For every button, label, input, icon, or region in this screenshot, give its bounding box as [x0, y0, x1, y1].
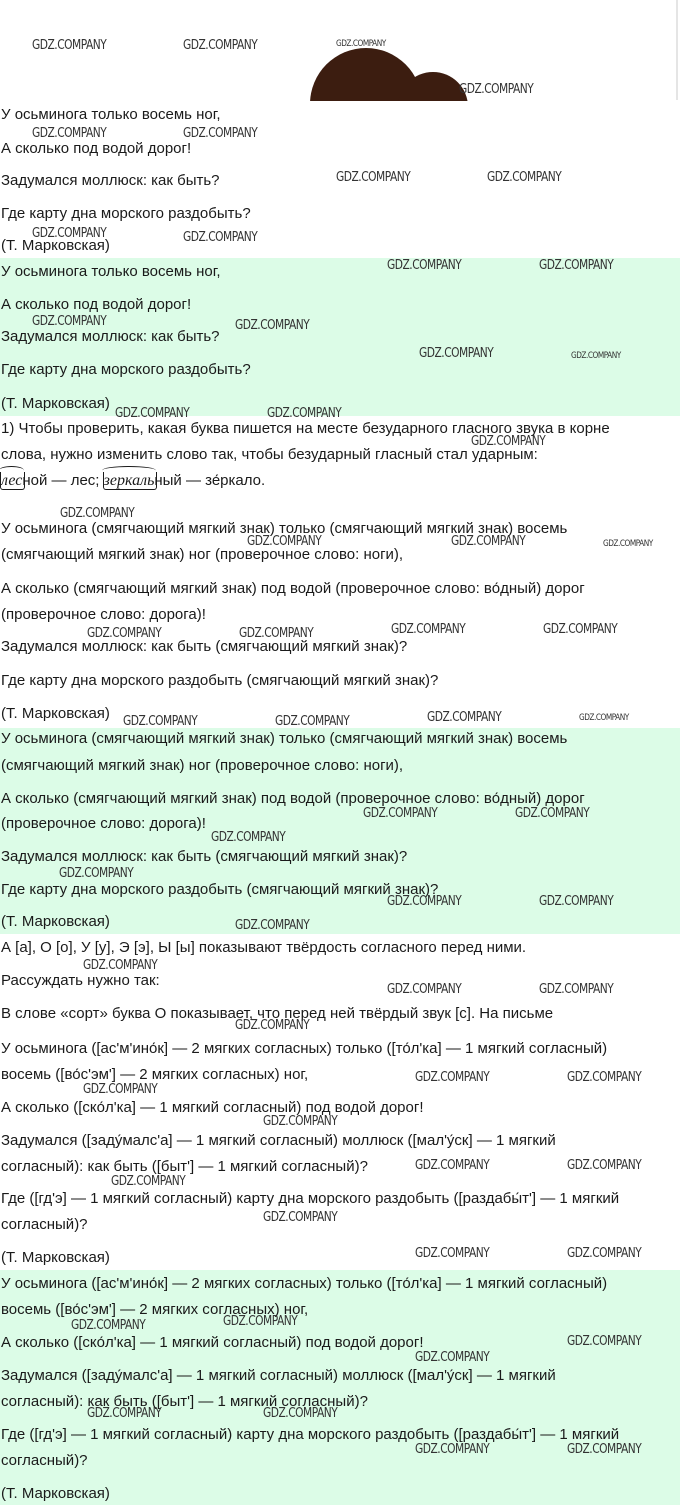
watermark: GDZ.COMPANY: [567, 1158, 642, 1173]
watermark: GDZ.COMPANY: [239, 626, 314, 641]
transcription-line-6: Где ([гд'э] — 1 мягкий согласный) карту дна морского раздобыть ([раздабы́т'] — 1 мягкий: [1, 1426, 620, 1443]
rule-example: лесной — лес; зеркальный — зе́ркало.: [1, 472, 265, 490]
watermark: GDZ.COMPANY: [427, 710, 502, 725]
transcription-line-3: А сколько ([ско́л'ка] — 1 мягкий согласный) под водой дорог!: [1, 1334, 424, 1351]
transcription-line-1: У осьминога ([ас'м'ино́к] — 2 мягких согласных) только ([то́л'ка] — 1 мягкий согласный): [1, 1275, 608, 1292]
annotated-line-4: (проверочное слово: дорога)!: [1, 606, 206, 623]
rule2-line-2: Рассуждать нужно так:: [1, 972, 160, 989]
watermark: GDZ.COMPANY: [415, 1246, 490, 1261]
illustration-edge: [676, 0, 678, 100]
watermark: GDZ.COMPANY: [515, 806, 590, 821]
watermark: GDZ.COMPANY: [459, 82, 534, 97]
watermark: GDZ.COMPANY: [363, 806, 438, 821]
transcription-line-7: согласный)?: [1, 1452, 88, 1469]
watermark: GDZ.COMPANY: [263, 1406, 338, 1421]
watermark: GDZ.COMPANY: [567, 1246, 642, 1261]
transcription-line-2: восемь ([во́с'эм'] — 2 мягких согласных) ног,: [1, 1301, 309, 1318]
watermark: GDZ.COMPANY: [567, 1442, 642, 1457]
watermark: GDZ.COMPANY: [603, 539, 653, 549]
rule2-line-3: В слове «сорт» буква О показывает, что перед ней твёрдый звук [с]. На письме: [1, 1005, 554, 1022]
watermark: GDZ.COMPANY: [415, 1442, 490, 1457]
annotated-author: (Т. Марковская): [1, 705, 110, 722]
transcription-line-6: Где ([гд'э] — 1 мягкий согласный) карту дна морского раздобыть ([раздабы́т'] — 1 мягкий: [1, 1190, 620, 1207]
watermark: GDZ.COMPANY: [387, 894, 462, 909]
watermark: GDZ.COMPANY: [539, 894, 614, 909]
watermark: GDZ.COMPANY: [275, 714, 350, 729]
watermark: GDZ.COMPANY: [211, 830, 286, 845]
poem-author: (Т. Марковская): [1, 395, 110, 412]
transcription-line-2: восемь ([во́с'эм'] — 2 мягких согласных) ног,: [1, 1066, 309, 1083]
transcription-block: [0, 1030, 680, 1270]
watermark: GDZ.COMPANY: [415, 1070, 490, 1085]
transcription-block-highlighted: [0, 1270, 680, 1505]
rule-line-1: 1) Чтобы проверить, какая буква пишется на месте безударного гласного звука в корне: [1, 420, 610, 437]
watermark: GDZ.COMPANY: [59, 866, 134, 881]
watermark: GDZ.COMPANY: [71, 1318, 146, 1333]
transcription-line-7: согласный)?: [1, 1216, 88, 1233]
watermark: GDZ.COMPANY: [387, 258, 462, 273]
annotated-line-5: Задумался моллюск: как быть (смягчающий мягкий знак)?: [1, 848, 408, 865]
annotated-author: (Т. Марковская): [1, 913, 110, 930]
poem-line-4: Где карту дна морского раздобыть?: [1, 361, 251, 378]
watermark: GDZ.COMPANY: [539, 982, 614, 997]
watermark: GDZ.COMPANY: [32, 126, 107, 141]
watermark: GDZ.COMPANY: [415, 1158, 490, 1173]
watermark: GDZ.COMPANY: [83, 1082, 158, 1097]
watermark: GDZ.COMPANY: [263, 1114, 338, 1129]
watermark: GDZ.COMPANY: [32, 38, 107, 53]
watermark: GDZ.COMPANY: [267, 406, 342, 421]
watermark: GDZ.COMPANY: [235, 1018, 310, 1033]
watermark: GDZ.COMPANY: [571, 351, 621, 361]
transcription-author: (Т. Марковская): [1, 1249, 110, 1266]
watermark: GDZ.COMPANY: [543, 622, 618, 637]
poem-line-2: А сколько под водой дорог!: [1, 140, 192, 157]
rule2-line-1: А [а], О [о], У [у], Э [э], Ы [ы] показывают твёрдость согласного перед ними.: [1, 939, 527, 956]
poem-line-1: У осьминога только восемь ног,: [1, 106, 221, 123]
annotated-line-3: А сколько (смягчающий мягкий знак) под водой (проверочное слово: во́дный) дорог: [1, 580, 585, 597]
poem-line-4: Где карту дна морского раздобыть?: [1, 205, 251, 222]
watermark: GDZ.COMPANY: [87, 1406, 162, 1421]
transcription-line-4: Задумался ([заду́малс'а] — 1 мягкий согласный) моллюск ([мал'у́ск] — 1 мягкий: [1, 1367, 556, 1384]
watermark: GDZ.COMPANY: [263, 1210, 338, 1225]
watermark: GDZ.COMPANY: [115, 406, 190, 421]
poem-line-2: А сколько под водой дорог!: [1, 296, 192, 313]
watermark: GDZ.COMPANY: [539, 258, 614, 273]
annotated-line-1: У осьминога (смягчающий мягкий знак) только (смягчающий мягкий знак) восемь: [1, 730, 568, 747]
watermark: GDZ.COMPANY: [387, 982, 462, 997]
watermark: GDZ.COMPANY: [183, 38, 258, 53]
watermark: GDZ.COMPANY: [87, 626, 162, 641]
watermark: GDZ.COMPANY: [32, 314, 107, 329]
poem-line-1: У осьминога только восемь ног,: [1, 263, 221, 280]
watermark: GDZ.COMPANY: [487, 170, 562, 185]
annotated-line-4: (проверочное слово: дорога)!: [1, 815, 206, 832]
annotated-line-3: А сколько (смягчающий мягкий знак) под водой (проверочное слово: во́дный) дорог: [1, 790, 585, 807]
watermark: GDZ.COMPANY: [111, 1174, 186, 1189]
transcription-line-4: Задумался ([заду́малс'а] — 1 мягкий согласный) моллюск ([мал'у́ск] — 1 мягкий: [1, 1132, 556, 1149]
transcription-author: (Т. Марковская): [1, 1485, 110, 1502]
annotated-line-2: (смягчающий мягкий знак) ног (проверочное слово: ноги),: [1, 757, 404, 774]
watermark: GDZ.COMPANY: [223, 1314, 298, 1329]
watermark: GDZ.COMPANY: [391, 622, 466, 637]
poem-line-3: Задумался моллюск: как быть?: [1, 328, 220, 345]
watermark: GDZ.COMPANY: [123, 714, 198, 729]
watermark: GDZ.COMPANY: [32, 226, 107, 241]
watermark: GDZ.COMPANY: [83, 958, 158, 973]
watermark: GDZ.COMPANY: [419, 346, 494, 361]
annotated-line-5: Задумался моллюск: как быть (смягчающий мягкий знак)?: [1, 638, 408, 655]
annotated-line-6: Где карту дна морского раздобыть (смягчающий мягкий знак)?: [1, 881, 439, 898]
poem-author: (Т. Марковская): [1, 237, 110, 254]
transcription-line-1: У осьминога ([ас'м'ино́к] — 2 мягких согласных) только ([то́л'ка] — 1 мягкий согласный): [1, 1040, 608, 1057]
watermark: GDZ.COMPANY: [471, 434, 546, 449]
annotated-line-1: У осьминога (смягчающий мягкий знак) только (смягчающий мягкий знак) восемь: [1, 520, 568, 537]
watermark: GDZ.COMPANY: [579, 713, 629, 723]
annotated-block: [0, 502, 680, 728]
watermark: GDZ.COMPANY: [183, 230, 258, 245]
watermark: GDZ.COMPANY: [247, 534, 322, 549]
watermark: GDZ.COMPANY: [336, 39, 386, 49]
annotated-line-2: (смягчающий мягкий знак) ног (проверочное слово: ноги),: [1, 546, 404, 563]
watermark: GDZ.COMPANY: [567, 1070, 642, 1085]
watermark: GDZ.COMPANY: [567, 1334, 642, 1349]
transcription-line-5: согласный): как быть ([быт'] — 1 мягкий согласный)?: [1, 1158, 368, 1175]
annotated-line-6: Где карту дна морского раздобыть (смягчающий мягкий знак)?: [1, 672, 439, 689]
watermark: GDZ.COMPANY: [451, 534, 526, 549]
poem-block-highlighted: [0, 258, 680, 416]
watermark: GDZ.COMPANY: [235, 918, 310, 933]
watermark: GDZ.COMPANY: [415, 1350, 490, 1365]
transcription-line-3: А сколько ([ско́л'ка] — 1 мягкий согласный) под водой дорог!: [1, 1099, 424, 1116]
poem-line-3: Задумался моллюск: как быть?: [1, 172, 220, 189]
watermark: GDZ.COMPANY: [60, 506, 135, 521]
watermark: GDZ.COMPANY: [336, 170, 411, 185]
root-word: лес: [1, 472, 22, 490]
watermark: GDZ.COMPANY: [183, 126, 258, 141]
watermark: GDZ.COMPANY: [235, 318, 310, 333]
transcription-line-5: согласный): как быть ([быт'] — 1 мягкий согласный)?: [1, 1393, 368, 1410]
rule-line-2: слова, нужно изменить слово так, чтобы безударный гласный стал ударным:: [1, 446, 538, 463]
root-word: зеркаль: [104, 472, 155, 490]
